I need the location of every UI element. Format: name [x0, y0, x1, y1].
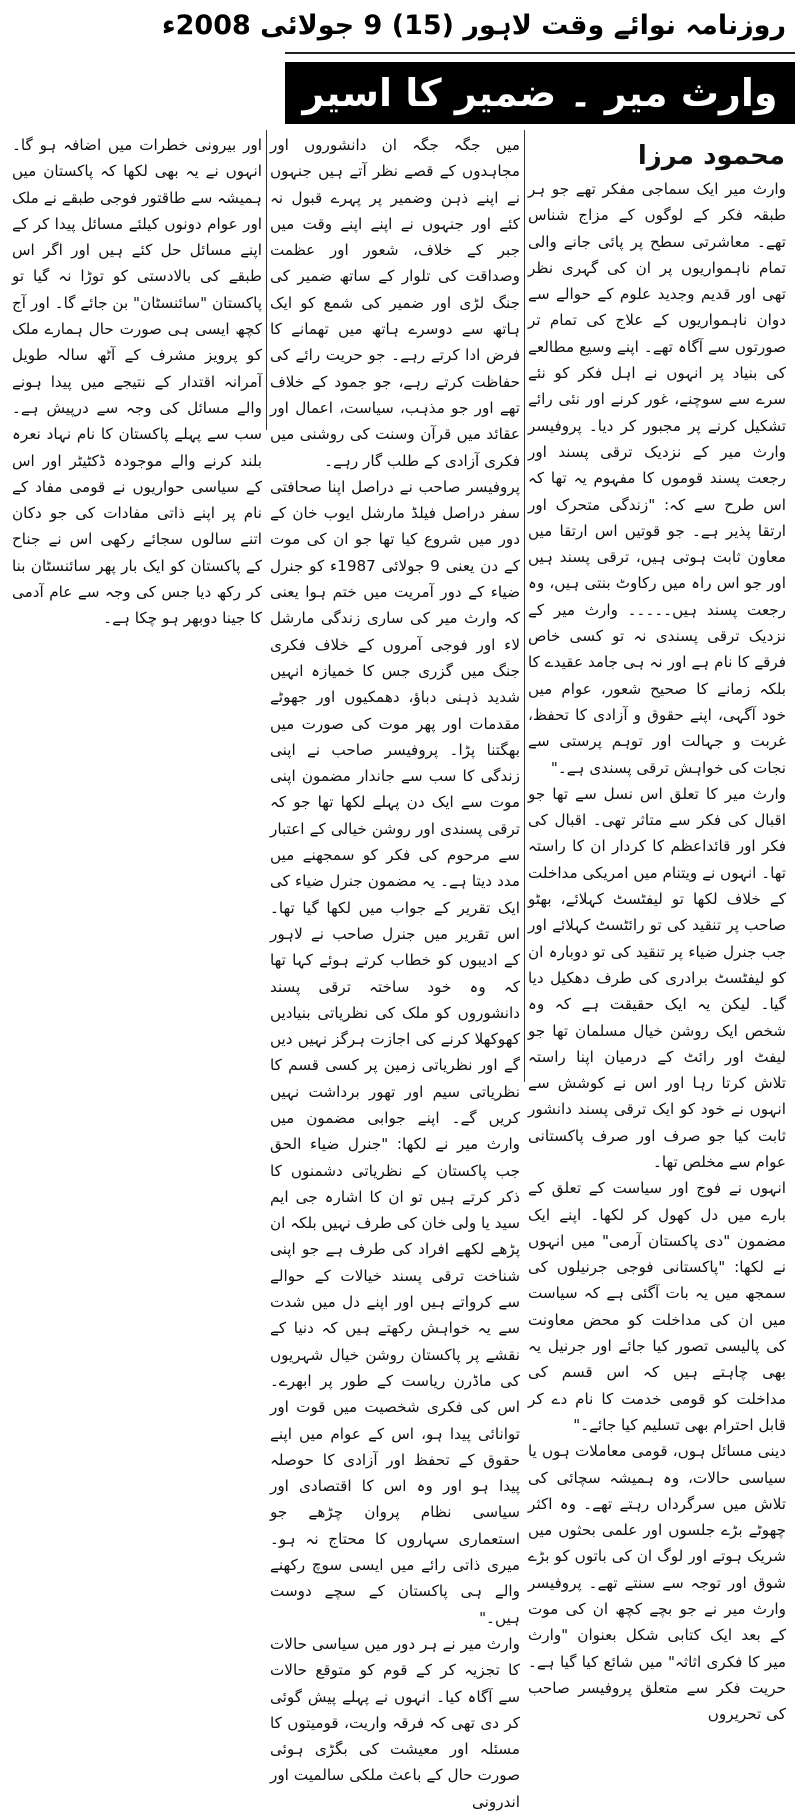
paragraph: پروفیسر صاحب نے دراصل اپنا صحافتی سفر دراصل فیلڈ مارشل ایوب خان کے دور میں شروع کیا تھا جو ان کی موت کے دن یعنی 9 جولائی 1987ء کو جنرل ضیاء کے دور آمریت میں ختم ہوا یعنی کہ وارث میر کی ساری زندگی مارشل لاء اور فوجی آمروں کے خلاف فکری جنگ میں گزری جس کا خمیازہ انہیں شدید ذہنی دباؤ، دھمکیوں اور جھوٹے مقدمات اور پھر موت کی صورت میں بھگتنا پڑا۔ پروفیسر صاحب نے اپنی زندگی کا سب سے جاندار مضمون اپنی موت سے ایک دن پہلے لکھا تھا جو کہ ترقی پسندی اور روشن خیالی کے اعتبار سے مرحوم کی فکر کو سمجھنے میں مدد دیتا ہے۔ یہ مضمون جنرل ضیاء کی ایک تقریر کے جواب میں لکھا گیا تھا۔ اس تقریر میں جنرل صاحب نے لاہور کے ادیبوں کو خطاب کرتے ہوئے کہا تھا کہ وہ خود ساختہ ترقی پسند دانشوروں کو ملک کی نظریاتی بنیادیں کھوکھلا کرنے کی اجازت ہرگز نہیں دیں گے اور نظریاتی زمین پر کسی قسم کا نظریاتی سیم اور تھور برداشت نہیں کریں گے۔ اپنے جوابی مضمون میں وارث میر نے لکھا: "جنرل ضیاء الحق جب پاکستان کے نظریاتی دشمنوں کا ذکر کرتے ہیں تو ان کا اشارہ جی ایم سید یا ولی خان کی طرف نہیں بلکہ ان پڑھے لکھے افراد کی طرف ہے جو اپنی شناخت ترقی پسند خیالات کے حوالے سے کرواتے ہیں اور اپنے دل میں شدت سے یہ خواہش رکھتے ہیں کہ دنیا کے نقشے پر پاکستان روشن خیال شہریوں کی ماڈرن ریاست کے طور پر ابھرے۔ اس کی فکری شخصیت میں قوت اور توانائی پیدا ہو، اس کے عوام میں اپنے حقوق کے تحفظ اور آزادی کا حوصلہ پیدا ہو اور وہ اس کا اقتصادی اور سیاسی نظام پروان چڑھے جو استعماری سہاروں کا محتاج نہ ہو۔ میری ذاتی رائے میں ایسی سوچ رکھنے والے ہی پاکستان کے سچے دوست ہیں۔"	[270, 477, 520, 1627]
column-divider-1	[524, 130, 525, 1082]
column-divider-2	[266, 130, 267, 430]
masthead: روزنامہ نوائے وقت لاہور (15) 9 جولائی 2008ء	[161, 10, 786, 41]
headline-banner: وارث میر ۔ ضمیر کا اسیر	[285, 62, 795, 124]
byline: محمود مرزا	[637, 141, 785, 171]
paragraph: میں جگہ جگہ ان دانشوروں اور مجاہدوں کے قصے نظر آتے ہیں جنہوں نے اپنے ذہن وضمیر پر پہرے قبول نہ کئے اور جنہوں نے اپنے اپنے وقت میں جبر کے خلاف، شعور اور عظمت وصداقت کی تلوار کے ساتھ ضمیر کی جنگ لڑی اور ضمیر کی شمع کو ایک ہاتھ سے دوسرے ہاتھ میں تھمانے کا فرض ادا کرتے رہے۔ جو حریت رائے کی حفاظت کرتے رہے، جو جمود کے خلاف تھے اور جو مذہب، سیاست، اعمال اور عقائد میں قرآن وسنت کی روشنی میں فکری آزادی کے طلب گار رہے۔	[270, 136, 520, 470]
article-column-3	[12, 132, 262, 628]
article-column-2	[270, 132, 520, 1811]
article-column-1	[528, 176, 786, 1724]
paragraph: وارث میر کا تعلق اس نسل سے تھا جو اقبال کی فکر سے متاثر تھی۔ اقبال کی فکر اور قائداعظم کا کردار ان کا راستہ تھا۔ انہوں نے ویتنام میں امریکی مداخلت کے خلاف لکھا تو لیفٹسٹ کہلائے، بھٹو صاحب پر تنقید کی تو رائٹسٹ کہلائے اور جب جنرل ضیاء پر تنقید کی تو دوبارہ ان کو لیفٹسٹ برادری کی طرف دھکیل دیا گیا۔ لیکن یہ ایک حقیقت ہے کہ وہ شخص ایک روشن خیال مسلمان تھا جو لیفٹ اور رائٹ کے درمیان اپنا راستہ تلاش کرتا رہا اور اس نے کوشش سے انہوں نے خود کو ایک ترقی پسند دانشور ثابت کیا جو صرف اور صرف پاکستانی عوام سے مخلص تھا۔	[528, 784, 786, 1171]
paragraph: اور بیرونی خطرات میں اضافہ ہو گا۔ انہوں نے یہ بھی لکھا کہ پاکستان میں ہمیشہ سے طاقتور فوجی طبقے نے ملک اور عوام دونوں کیلئے مسائل پیدا کر کے اپنے مسائل حل کئے ہیں اور اگر اس طبقے کی بالادستی کو توڑا نہ گیا تو پاکستان "سائنسٹان" بن جائے گا۔ اور آج کچھ ایسی ہی صورت حال ہمارے ملک کو پرویز مشرف کے آٹھ سالہ طویل آمرانہ اقتدار کے نتیجے میں پیدا ہونے والے مسائل کی وجہ سے درپیش ہے۔ سب سے پہلے پاکستان کا نام نہاد نعرہ بلند کرنے والے موجودہ ڈکٹیٹر اور اس کے سیاسی حواریوں نے قومی مفاد کے نام پر اپنے ذاتی مفادات کی جو دکان اتنے سالوں سجائے رکھی اس نے جناح کے پاکستان کو ایک بار پھر سائنسٹان بنا کر رکھ دیا جس کی وجہ سے عام آدمی کا جینا دوبھر ہو چکا ہے۔	[12, 136, 262, 628]
paragraph: انہوں نے فوج اور سیاست کے تعلق کے بارے میں دل کھول کر لکھا۔ اپنے ایک مضمون "دی پاکستان آرمی" میں انہوں نے لکھا: "پاکستانی فوجی جرنیلوں کی سمجھ میں یہ بات آگئی ہے کہ سیاست میں ان کی مداخلت کو محض معاونت کی پالیسی تصور کیا جائے اور جرنیل یہ بھی چاہتے ہیں کہ اس قسم کی مداخلت کو قومی خدمت کا نام دے کر قابل احترام بھی تسلیم کیا جائے۔"	[528, 1179, 786, 1434]
masthead-rule	[285, 52, 795, 54]
paragraph: وارث میر نے ہر دور میں سیاسی حالات کا تجزیہ کر کے قوم کو متوقع حالات سے آگاہ کیا۔ انہوں نے پہلے پیش گوئی کر دی تھی کہ فرقہ واریت، قومیتوں کا مسئلہ اور معیشت کی بگڑی ہوئی صورت حال کے باعث ملکی سالمیت اور اندرونی	[270, 1634, 520, 1811]
paragraph: دینی مسائل ہوں، قومی معاملات ہوں یا سیاسی حالات، وہ ہمیشہ سچائی کی تلاش میں سرگرداں رہتے تھے۔ وہ اکثر چھوٹے بڑے جلسوں اور علمی بحثوں میں شریک ہوتے اور لوگ ان کی باتوں کو بڑے شوق اور توجہ سے سنتے تھے۔ پروفیسر وارث میر نے جو بچے کچھ ان کی موت کے بعد ایک کتابی شکل بعنوان "وارث میر کا فکری اثاثہ" میں شائع کیا گیا ہے۔ حریت فکر سے متعلق پروفیسر صاحب کی تحریروں	[528, 1442, 786, 1724]
paragraph: وارث میر ایک سماجی مفکر تھے جو ہر طبقہ فکر کے لوگوں کے مزاج شناس تھے۔ معاشرتی سطح پر پائی جانے والی تمام ناہمواریوں پر ان کی گہری نظر تھی اور قدیم وجدید علوم کے حوالے سے دوان ناہمواریوں کے علاج کی تمام تر صورتوں سے آگاہ تھے۔ اپنے وسیع مطالعے کی بنیاد پر انہوں نے اہل فکر کو نئے سرے سے سوچنے، غور کرنے اور نئی رائے تشکیل کرنے پر مجبور کر دیا۔ پروفیسر وارث میر کے نزدیک ترقی پسند اور رجعت پسند قوموں کا مفہوم یہ تھا کہ اس طرح سے کہ: "زندگی متحرک اور ارتقا پذیر ہے۔ جو قوتیں اس ارتقا میں معاون ثابت ہوتی ہیں، ترقی پسند ہیں اور جو اس راہ میں رکاوٹ بنتی ہیں، وہ رجعت پسند ہیں۔۔۔۔۔ وارث میر کے نزدیک ترقی پسندی نہ تو کسی خاص فرقے کا نام ہے اور نہ ہی جامد عقیدے کا بلکہ زمانے کا صحیح شعور، عوام میں خود آگہی، اپنے حقوق و آزادی کا تحفظ، غربت و جہالت اور توہم پرستی سے نجات کی خواہش ترقی پسندی ہے۔"	[528, 180, 786, 777]
